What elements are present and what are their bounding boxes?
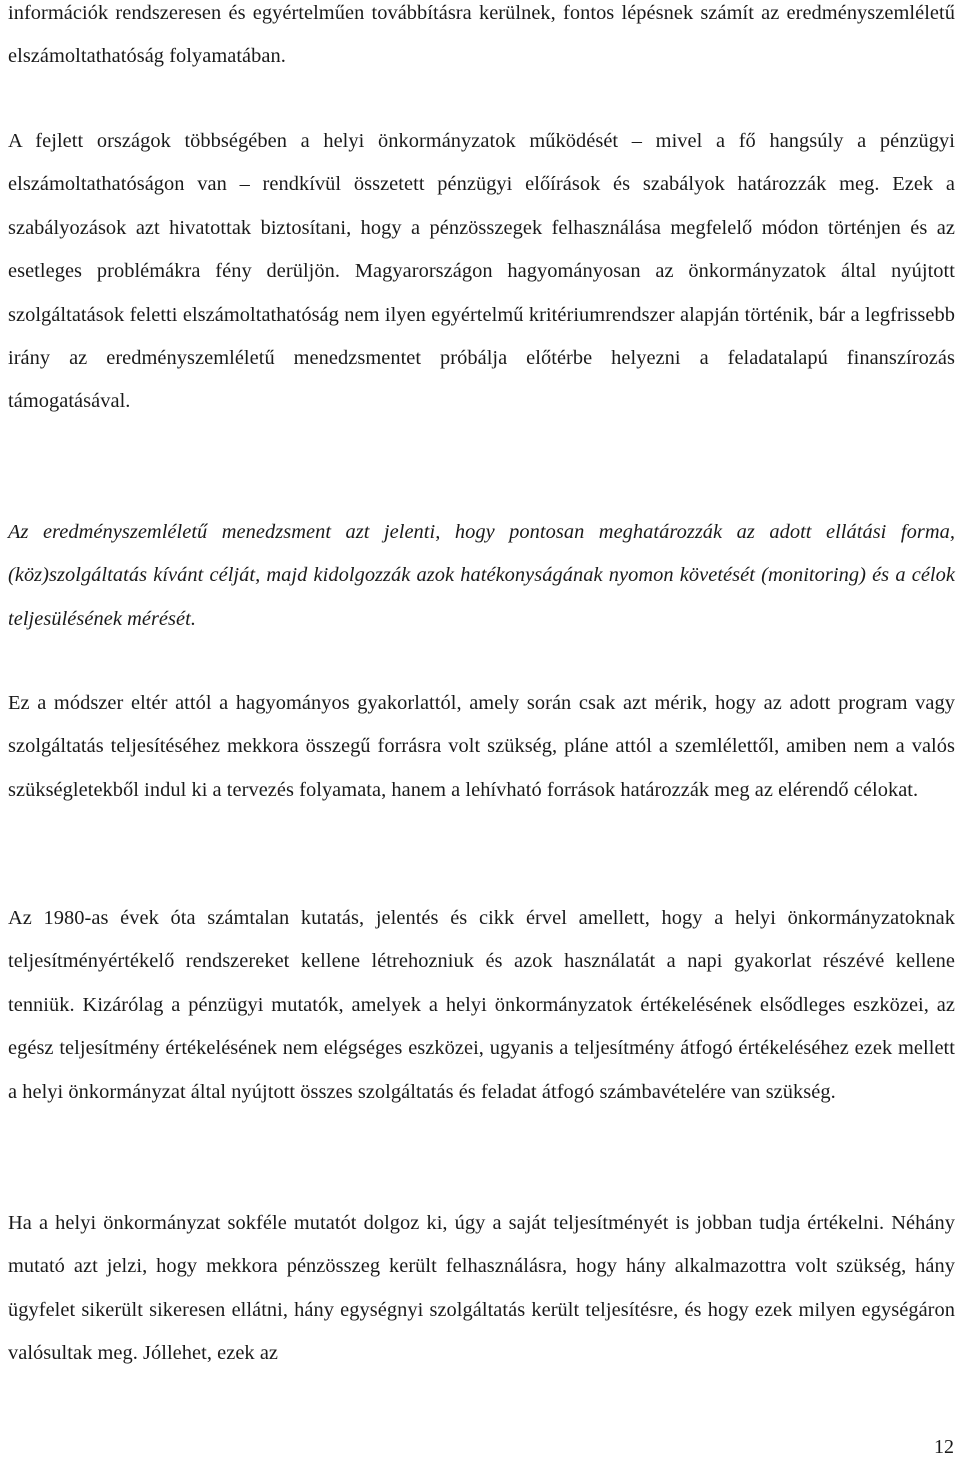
- paragraph-1: információk rendszeresen és egyértelműen továbbításra kerülnek, fontos lépésnek számít az eredményszemléletű elszámoltathatóság folyamatában.: [8, 2, 955, 68]
- page-number: 12: [934, 1436, 954, 1458]
- paragraph-6: Ha a helyi önkormányzat sokféle mutatót dolgoz ki, úgy a saját teljesítményét is jobban tudja értékelni. Néhány mutató azt jelzi, hogy mekkora pénzösszeg került felhasználásra, hogy hány alkalmazottra volt szükség, hány ügyfelet sikerült sikeresen ellátni, hány egységnyi szolgáltatás került teljesítésre, és hogy ezek milyen egységáron valósultak meg. Jóllehet, ezek az: [8, 1212, 955, 1365]
- paragraph-4: Ez a módszer eltér attól a hagyományos gyakorlattól, amely során csak azt mérik, hogy az adott program vagy szolgáltatás teljesítéséhez mekkora összegű forrásra volt szükség, pláne attól a szemlélettől, amiben nem a valós szükségletekből indul ki a tervezés folyamata, hanem a lehívható források határozzák meg az elérendő célokat.: [8, 692, 955, 801]
- paragraph-2: A fejlett országok többségében a helyi önkormányzatok működését – mivel a fő hangsúly a pénzügyi elszámoltathatóságon van – rendkívül összetett pénzügyi előírások és szabályok határozzák meg. Ezek a szabályozások azt hivatottak biztosítani, hogy a pénzösszegek felhasználása megfelelő módon történjen és az esetleges problémákra fény derüljön. Magyarországon hagyományosan az önkormányzatok által nyújtott szolgáltatások feletti elszámoltathatóság nem ilyen egyértelmű kritériumrendszer alapján történik, bár a legfrissebb irány az eredményszemléletű menedzsmentet próbálja előtérbe helyezni a feladatalapú finanszírozás támogatásával.: [8, 130, 955, 413]
- paragraph-5: Az 1980-as évek óta számtalan kutatás, jelentés és cikk érvel amellett, hogy a helyi önkormányzatoknak teljesítményértékelő rendszereket kellene létrehozniuk és azok használatát a napi gyakorlat részévé kellene tenniük. Kizárólag a pénzügyi mutatók, amelyek a helyi önkormányzatok értékelésének elsődleges eszközei, az egész teljesítmény értékelésének nem elégséges eszközei, ugyanis a teljesítmény átfogó értékeléséhez ezek mellett a helyi önkormányzat által nyújtott összes szolgáltatás és feladat átfogó számbavételére van szükség.: [8, 907, 955, 1103]
- paragraph-3-definition: Az eredményszemléletű menedzsment azt jelenti, hogy pontosan meghatározzák az adott ellátási forma, (köz)szolgáltatás kívánt célját, majd kidolgozzák azok hatékonyságának nyomon követését (monitoring) és a célok teljesülésének mérését.: [8, 521, 955, 630]
